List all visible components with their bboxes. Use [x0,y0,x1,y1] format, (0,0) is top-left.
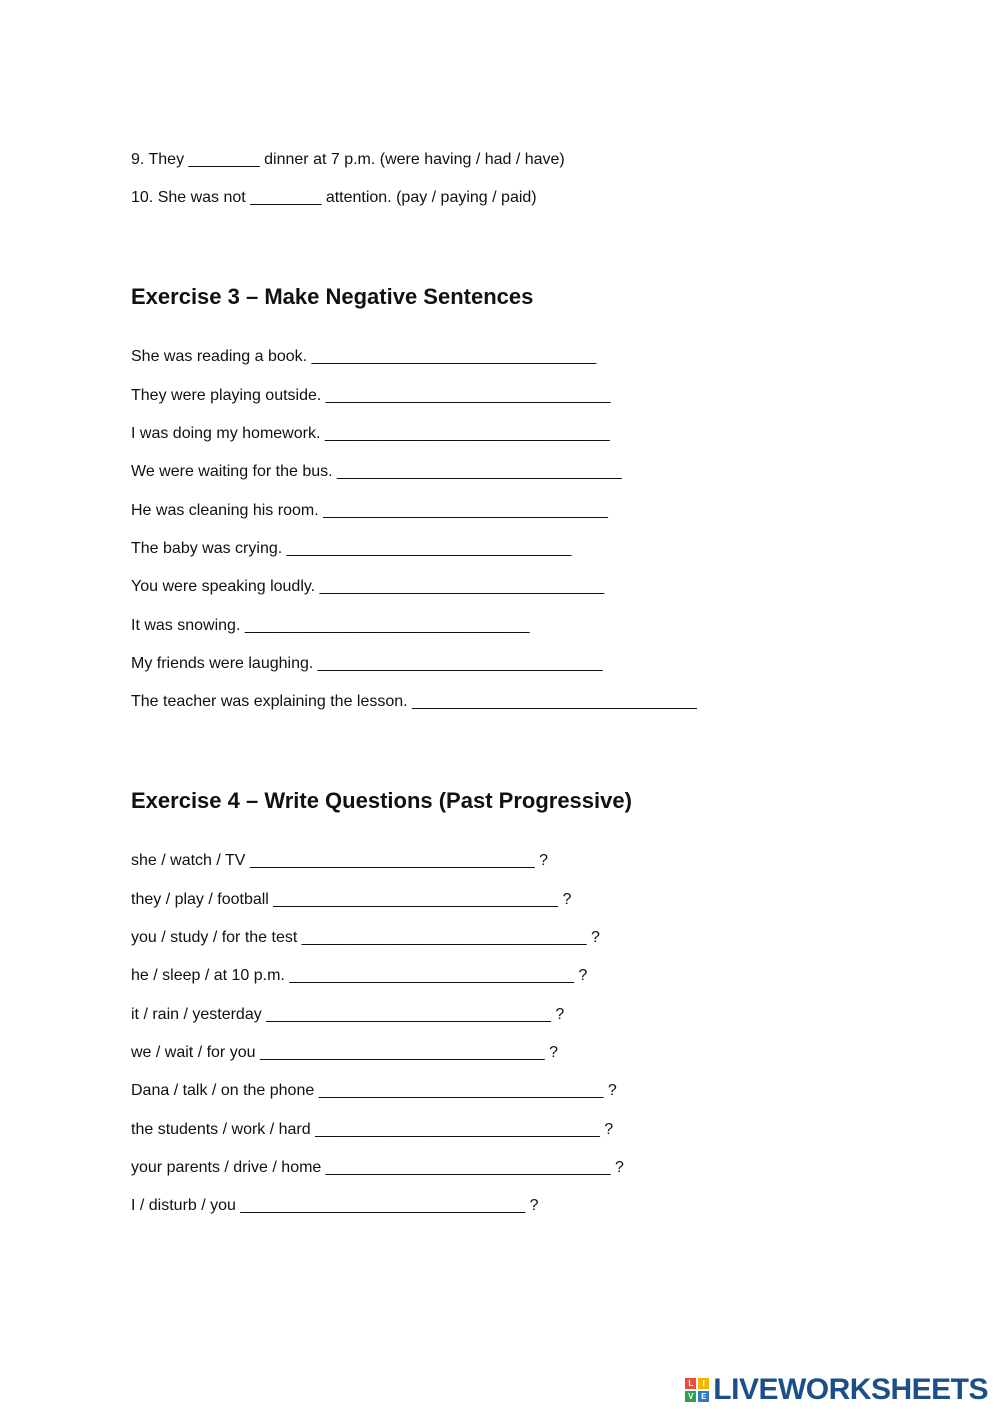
exercise4-item: Dana / talk / on the phone ________________________________ ? [131,1082,617,1099]
exercise4-item: I / disturb / you ________________________________ ? [131,1197,539,1214]
exercise4-item: they / play / football ________________________________ ? [131,891,572,908]
logo-text: LIVEWORKSHEETS [713,1373,988,1406]
logo-letter: L [685,1378,696,1389]
exercise4-title: Exercise 4 – Write Questions (Past Progressive) [131,788,632,813]
exercise2-item-10: 10. She was not ________ attention. (pay / paying / paid) [131,189,537,206]
exercise3-item: The teacher was explaining the lesson. ________________________________ [131,693,697,710]
exercise3-title: Exercise 3 – Make Negative Sentences [131,284,534,309]
exercise3-item: My friends were laughing. ________________________________ [131,655,603,672]
logo-letter: E [698,1391,709,1402]
exercise3-item: He was cleaning his room. ________________________________ [131,502,608,519]
exercise3-item: She was reading a book. ________________________________ [131,348,597,365]
exercise3-item: It was snowing. ________________________________ [131,617,530,634]
exercise4-item: the students / work / hard ________________________________ ? [131,1121,614,1138]
exercise4-item: she / watch / TV ________________________________ ? [131,852,548,869]
exercise3-item: They were playing outside. ________________________________ [131,387,611,404]
exercise4-item: he / sleep / at 10 p.m. ________________________________ ? [131,967,588,984]
exercise3-item: You were speaking loudly. ________________________________ [131,578,605,595]
logo-mark-icon [685,1378,709,1402]
exercise3-item: I was doing my homework. ________________________________ [131,425,610,442]
exercise4-item: your parents / drive / home ________________________________ ? [131,1159,624,1176]
exercise4-item: we / wait / for you ________________________________ ? [131,1044,559,1061]
logo-letter: I [698,1378,709,1389]
logo-letter: V [685,1391,696,1402]
exercise4-item: you / study / for the test ________________________________ ? [131,929,600,946]
liveworksheets-logo [685,1372,988,1408]
exercise3-item: The baby was crying. ________________________________ [131,540,572,557]
exercise4-item: it / rain / yesterday ________________________________ ? [131,1006,565,1023]
exercise3-item: We were waiting for the bus. ________________________________ [131,463,622,480]
exercise2-item-9: 9. They ________ dinner at 7 p.m. (were having / had / have) [131,151,565,168]
